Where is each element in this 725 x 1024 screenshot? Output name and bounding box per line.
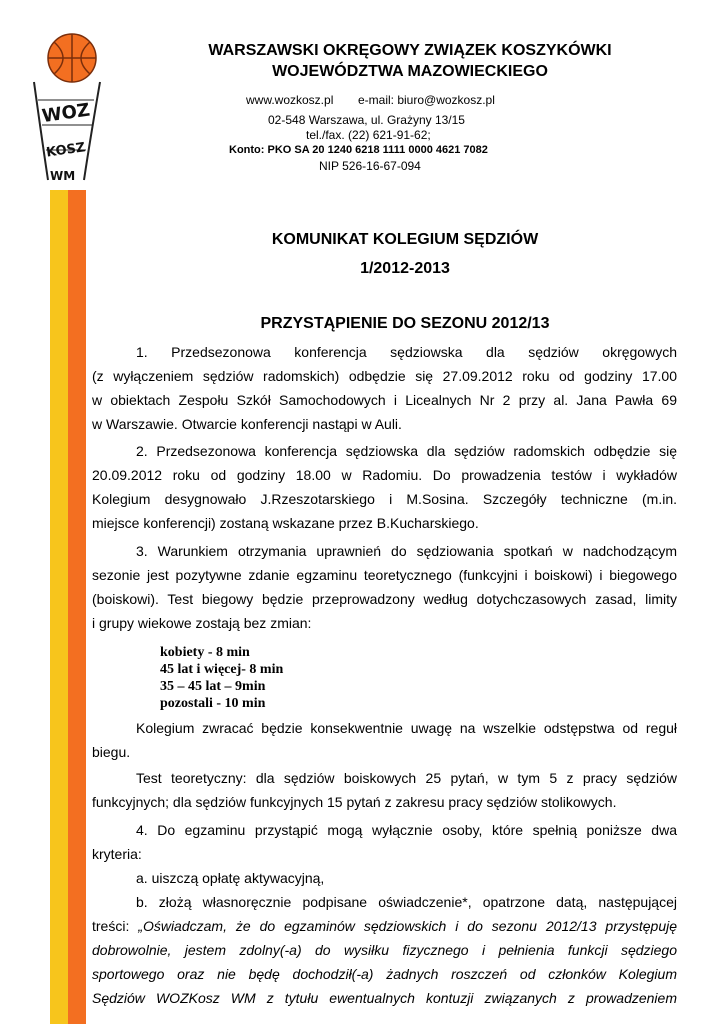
document-subtitle: PRZYSTĄPIENIE DO SEZONU 2012/13 [260, 315, 550, 332]
org-name-line1: WARSZAWSKI OKRĘGOWY ZWIĄZEK KOSZYKÓWKI [208, 42, 612, 59]
decorative-stripe-yellow [50, 190, 68, 1024]
phone: tel./fax. (22) 621-91-62; [306, 128, 431, 142]
org-name-line2: WOJEWÓDZTWA MAZOWIECKIEGO [272, 63, 548, 80]
declaration-quote-start: „Oświadczam, że do egzaminów sędziowskich i do sezonu 2012/13 przystępuję [138, 918, 677, 934]
text-line: 20.09.2012 roku od godziny 18.00 w Radomiu. Do prowadzenia testów i wykładów [92, 467, 677, 483]
text-line: funkcyjnych; dla sędziów funkcyjnych 15 pytań z zakresu pracy sędziów stolikowych. [92, 794, 617, 810]
text-line: sezonie jest pozytywne zdanie egzaminu teoretycznego (funkcyjni i boiskowi) i biegowego [92, 567, 677, 583]
limit-item: pozostali - 10 min [160, 696, 266, 711]
declaration-line: dobrowolnie, jestem zdolny(-a) do wysiłku fizycznego i pełnienia funkcji sędziego [92, 942, 677, 958]
website-link[interactable]: www.wozkosz.pl [246, 93, 334, 107]
text-line: Kolegium zwracać będzie konsekwentnie uwagę na wszelkie odstępstwa od reguł [136, 720, 677, 736]
text-line: 4. Do egzaminu przystąpić mogą wyłącznie osoby, które spełnią poniższe dwa [136, 822, 677, 838]
decorative-stripe-orange [68, 190, 86, 1024]
address: 02-548 Warszawa, ul. Grażyny 13/15 [268, 113, 465, 127]
criterion-a: a. uiszczą opłatę aktywacyjną, [136, 870, 325, 886]
wozkosz-logo [28, 30, 106, 190]
text-line: w Warszawie. Otwarcie konferencji nastąpi w Auli. [92, 416, 402, 432]
nip-number: NIP 526-16-67-094 [319, 159, 421, 173]
limit-item: 35 – 45 lat – 9min [160, 679, 266, 694]
bank-account: Konto: PKO SA 20 1240 6218 1111 0000 4621 7082 [229, 144, 488, 156]
text-line: 2. Przedsezonowa konferencja sędziowska dla sędziów radomskich odbędzie się [136, 443, 677, 459]
text-line: Kolegium desygnowało J.Rzeszotarskiego i M.Sosina. Szczegóły techniczne (m.in. [92, 491, 677, 507]
declaration-lead: treści: [92, 918, 139, 934]
limit-item: kobiety - 8 min [160, 645, 250, 660]
text-line: kryteria: [92, 846, 142, 862]
paragraph-2 [92, 439, 677, 535]
run-time-limits [160, 644, 283, 712]
limit-item: 45 lat i więcej- 8 min [160, 662, 284, 677]
text-line: miejsce konferencji) zostaną wskazane przez B.Kucharskiego. [92, 515, 479, 531]
text-line: w obiektach Zespołu Szkół Samochodowych i Licealnych Nr 2 przy al. Jana Pawła 69 [92, 392, 677, 408]
text-line: i grupy wiekowe zostają bez zmian: [92, 615, 312, 631]
paragraph-4 [92, 716, 677, 764]
declaration-line: Sędziów WOZKosz WM z tytułu ewentualnych kontuzji związanych z prowadzeniem [92, 990, 677, 1006]
text-line: 3. Warunkiem otrzymania uprawnień do sędziowania spotkań w nadchodzącym [136, 543, 677, 559]
text-line: (boiskowi). Test biegowy będzie przeprowadzony według dotychczasowych zasad, limity [92, 591, 677, 607]
declaration-first-line [92, 914, 677, 938]
paragraph-1 [92, 340, 677, 436]
declaration-line: sportowego oraz nie będę dochodził(-a) żadnych roszczeń od członków Kolegium [92, 966, 677, 982]
svg-text:KOSZ: KOSZ [45, 140, 87, 161]
svg-text:WM: WM [50, 169, 76, 183]
text-line: (z wyłączeniem sędziów radomskich) odbędzie się 27.09.2012 roku od godziny 17.00 [92, 368, 677, 384]
paragraph-6 [92, 818, 677, 1010]
paragraph-3 [92, 539, 677, 635]
text-line: biegu. [92, 744, 131, 760]
criterion-b: b. złożą własnoręcznie podpisane oświadczenie*, opatrzone datą, następującej [136, 894, 677, 910]
svg-text:WOZ: WOZ [40, 99, 92, 128]
text-line: Test teoretyczny: dla sędziów boiskowych 25 pytań, w tym 5 z pracy sędziów [136, 770, 677, 786]
email-link[interactable]: e-mail: biuro@wozkosz.pl [358, 93, 495, 107]
text-line: 1. Przedsezonowa konferencja sędziowska dla sędziów okręgowych [136, 344, 677, 360]
document-number: 1/2012-2013 [360, 260, 450, 277]
paragraph-5 [92, 766, 677, 814]
document-title: KOMUNIKAT KOLEGIUM SĘDZIÓW [271, 231, 539, 248]
